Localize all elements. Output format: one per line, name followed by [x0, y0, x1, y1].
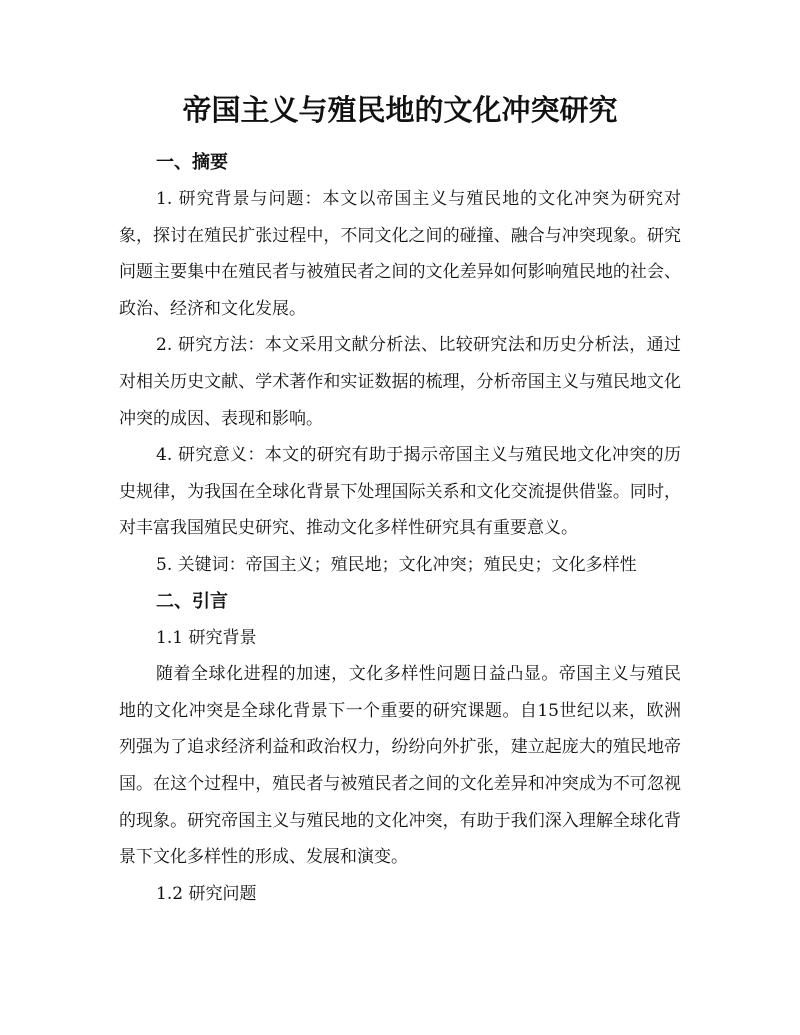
- section-heading-introduction: 二、引言: [156, 590, 228, 612]
- abstract-paragraph-methods: 2. 研究方法：本文采用文献分析法、比较研究法和历史分析法，通过对相关历史文献、学术著作和实证数据的梳理，分析帝国主义与殖民地文化冲突的成因、表现和影响。: [119, 335, 681, 429]
- abstract-paragraph-background: 1. 研究背景与问题：本文以帝国主义与殖民地的文化冲突为研究对象，探讨在殖民扩张过程中，不同文化之间的碰撞、融合与冲突现象。研究问题主要集中在殖民者与被殖民者之间的文化差异如何影响殖民地的社会、政治、经济和文化发展。: [119, 189, 681, 319]
- abstract-paragraph-keywords: 5. 关键词：帝国主义；殖民地；文化冲突；殖民史；文化多样性: [156, 554, 637, 575]
- abstract-paragraph-significance: 4. 研究意义：本文的研究有助于揭示帝国主义与殖民地文化冲突的历史规律，为我国在全球化背景下处理国际关系和文化交流提供借鉴。同时，对丰富我国殖民史研究、推动文化多样性研究具有重要意义。: [119, 445, 681, 539]
- document-body: [119, 145, 681, 912]
- introduction-paragraph-background: 随着全球化进程的加速，文化多样性问题日益凸显。帝国主义与殖民地的文化冲突是全球化背景下一个重要的研究课题。自15世纪以来，欧洲列强为了追求经济利益和政治权力，纷纷向外扩张，建立起庞大的殖民地帝国。在这个过程中，殖民者与被殖民者之间的文化差异和冲突成为不可忽视的现象。研究帝国主义与殖民地的文化冲突，有助于我们深入理解全球化背景下文化多样性的形成、发展和演变。: [119, 664, 681, 868]
- section-heading-abstract: 一、摘要: [156, 152, 228, 173]
- subsection-heading-background: 1.1 研究背景: [156, 627, 257, 648]
- document-title: 帝国主义与殖民地的文化冲突研究: [182, 93, 618, 127]
- subsection-heading-questions: 1.2 研究问题: [156, 883, 257, 904]
